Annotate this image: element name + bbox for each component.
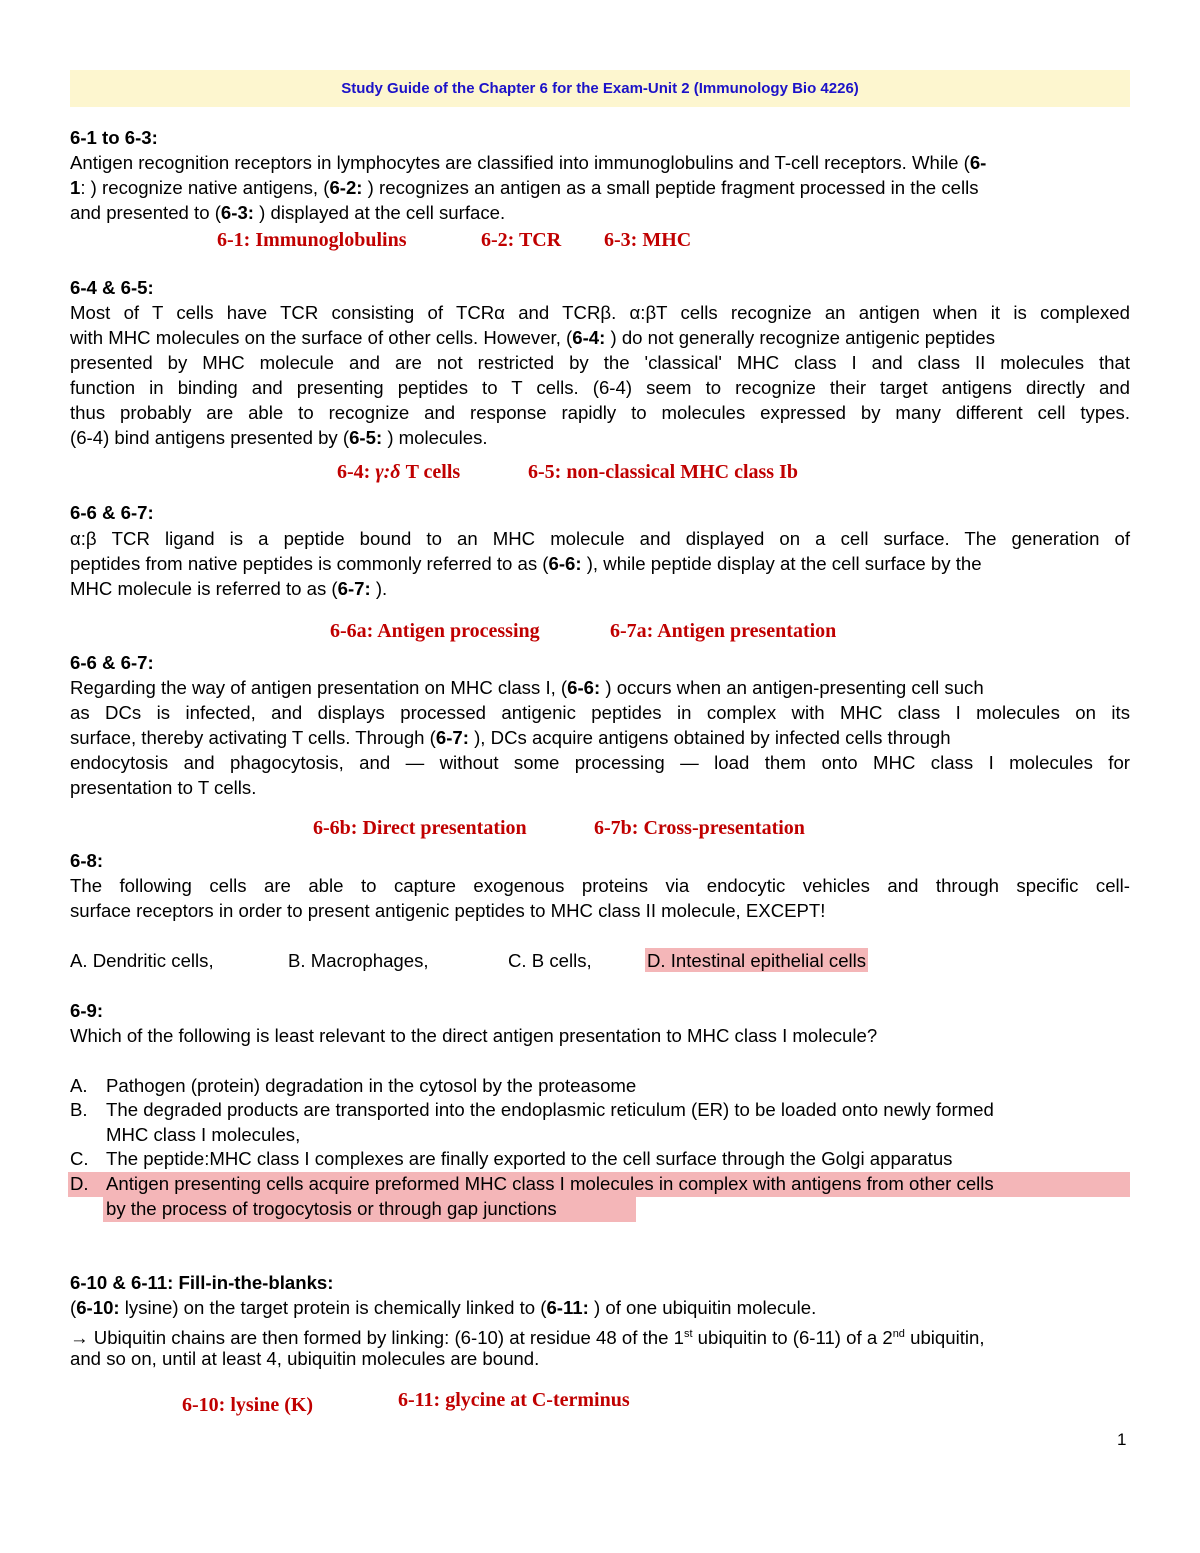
- answer-6-4: 6-4: γ:δ T cells: [337, 461, 461, 483]
- paragraph-line: MHC molecule is referred to as (6-7: ).: [70, 578, 388, 599]
- paragraph-line: peptides from native peptides is commonly referred to as (6-6: ), while peptide display at the cell surface by the: [70, 553, 982, 574]
- answer-6-2: 6-2: TCR: [481, 229, 562, 251]
- question-text: Which of the following is least relevant to the direct antigen presentation to MHC class I molecule?: [70, 1025, 878, 1046]
- paragraph-line: Most of T cells have TCR consisting of TCRα and TCRβ. α:βT cells recognize an antigen when it is complexed: [70, 302, 1130, 323]
- paragraph-line: (6-4) bind antigens presented by (6-5: ) molecules.: [70, 427, 488, 448]
- section-heading: 6-6 & 6-7:: [70, 502, 154, 523]
- answer-6-6a: 6-6a: Antigen processing: [330, 620, 540, 642]
- paragraph-line: with MHC molecules on the surface of other cells. However, (6-4: ) do not generally recognize antigenic peptides: [70, 327, 996, 348]
- paragraph-line: presentation to T cells.: [70, 777, 257, 798]
- option-a: A. Dendritic cells,: [70, 950, 214, 971]
- paragraph-line: surface receptors in order to present antigenic peptides to MHC class II molecule, EXCEPT!: [70, 900, 826, 921]
- paragraph-line: The following cells are able to capture exogenous proteins via endocytic vehicles and through specific cell-: [70, 875, 1130, 896]
- section-heading: 6-8:: [70, 850, 104, 871]
- answer-option-c: The peptide:MHC class I complexes are finally exported to the cell surface through the Golgi apparatus: [106, 1148, 953, 1169]
- paragraph-line: α:β TCR ligand is a peptide bound to an MHC molecule and displayed on a cell surface. The generation of: [70, 528, 1130, 549]
- paragraph-line: Regarding the way of antigen presentation on MHC class I, (6-6: ) occurs when an antigen-presenting cell such: [70, 677, 984, 698]
- paragraph-line: endocytosis and phagocytosis, and — without some processing — load them onto MHC class I molecules for: [70, 752, 1130, 773]
- page-title: Study Guide of the Chapter 6 for the Exam-Unit 2 (Immunology Bio 4226): [341, 80, 859, 97]
- paragraph-line: surface, thereby activating T cells. Through (6-7: ), DCs acquire antigens obtained by infected cells through: [70, 727, 951, 748]
- answer-6-11: 6-11: glycine at C-terminus: [398, 1389, 630, 1411]
- paragraph-line: function in binding and presenting peptides to T cells. (6-4) seem to recognize their target antigens directly and: [70, 377, 1130, 398]
- answer-option-b-cont: MHC class I molecules,: [106, 1124, 301, 1145]
- section-heading: 6-1 to 6-3:: [70, 127, 158, 148]
- list-label: B.: [70, 1099, 88, 1120]
- paragraph-line: → Ubiquitin chains are then formed by linking: (6-10) at residue 48 of the 1st ubiquitin to (6-11) of a 2nd ubiquitin,: [70, 1327, 985, 1349]
- answer-option-d-cont: by the process of trogocytosis or through gap junctions: [106, 1198, 557, 1219]
- section-heading: 6-6 & 6-7:: [70, 652, 154, 673]
- paragraph-line: (6-10: lysine) on the target protein is chemically linked to (6-11: ) of one ubiquitin molecule.: [70, 1297, 817, 1318]
- option-d-highlighted: D. Intestinal epithelial cells: [647, 950, 867, 971]
- paragraph-line: thus probably are able to recognize and response rapidly to molecules expressed by many different cell types.: [70, 402, 1130, 423]
- paragraph-line: and presented to (6-3: ) displayed at the cell surface.: [70, 202, 506, 223]
- paragraph-line: 1: ) recognize native antigens, (6-2: ) recognizes an antigen as a small peptide fragment processed in the cells: [70, 177, 979, 198]
- paragraph-line: presented by MHC molecule and are not restricted by the 'classical' MHC class I and class II molecules that: [70, 352, 1130, 373]
- paragraph-line: Antigen recognition receptors in lymphocytes are classified into immunoglobulins and T-cell receptors. While (6-: [70, 152, 987, 173]
- answer-6-1: 6-1: Immunoglobulins: [217, 229, 407, 251]
- answer-6-3: 6-3: MHC: [604, 229, 692, 251]
- answer-6-5: 6-5: non-classical MHC class Ib: [528, 461, 798, 483]
- answer-option-d-highlighted: Antigen presenting cells acquire preformed MHC class I molecules in complex with antigens from other cells: [106, 1173, 994, 1194]
- answer-6-10: 6-10: lysine (K): [182, 1394, 314, 1416]
- answer-6-6b: 6-6b: Direct presentation: [313, 817, 527, 839]
- list-label: C.: [70, 1148, 89, 1169]
- list-label: A.: [70, 1075, 88, 1096]
- title-banner: [70, 70, 1130, 107]
- paragraph-line: and so on, until at least 4, ubiquitin molecules are bound.: [70, 1348, 540, 1369]
- page-number: 1: [1117, 1430, 1127, 1449]
- answer-6-7b: 6-7b: Cross-presentation: [594, 817, 805, 839]
- section-heading: 6-9:: [70, 1000, 104, 1021]
- section-heading: 6-4 & 6-5:: [70, 277, 154, 298]
- answer-6-7a: 6-7a: Antigen presentation: [610, 620, 837, 642]
- paragraph-line: as DCs is infected, and displays processed antigenic peptides in complex with MHC class I molecules on its: [70, 702, 1130, 723]
- option-c: C. B cells,: [508, 950, 592, 971]
- answer-option-b: The degraded products are transported into the endoplasmic reticulum (ER) to be loaded onto newly formed: [106, 1099, 994, 1120]
- section-heading: 6-10 & 6-11: Fill-in-the-blanks:: [70, 1272, 334, 1293]
- answer-option-a: Pathogen (protein) degradation in the cytosol by the proteasome: [106, 1075, 637, 1096]
- list-label: D.: [70, 1173, 89, 1194]
- option-b: B. Macrophages,: [288, 950, 429, 971]
